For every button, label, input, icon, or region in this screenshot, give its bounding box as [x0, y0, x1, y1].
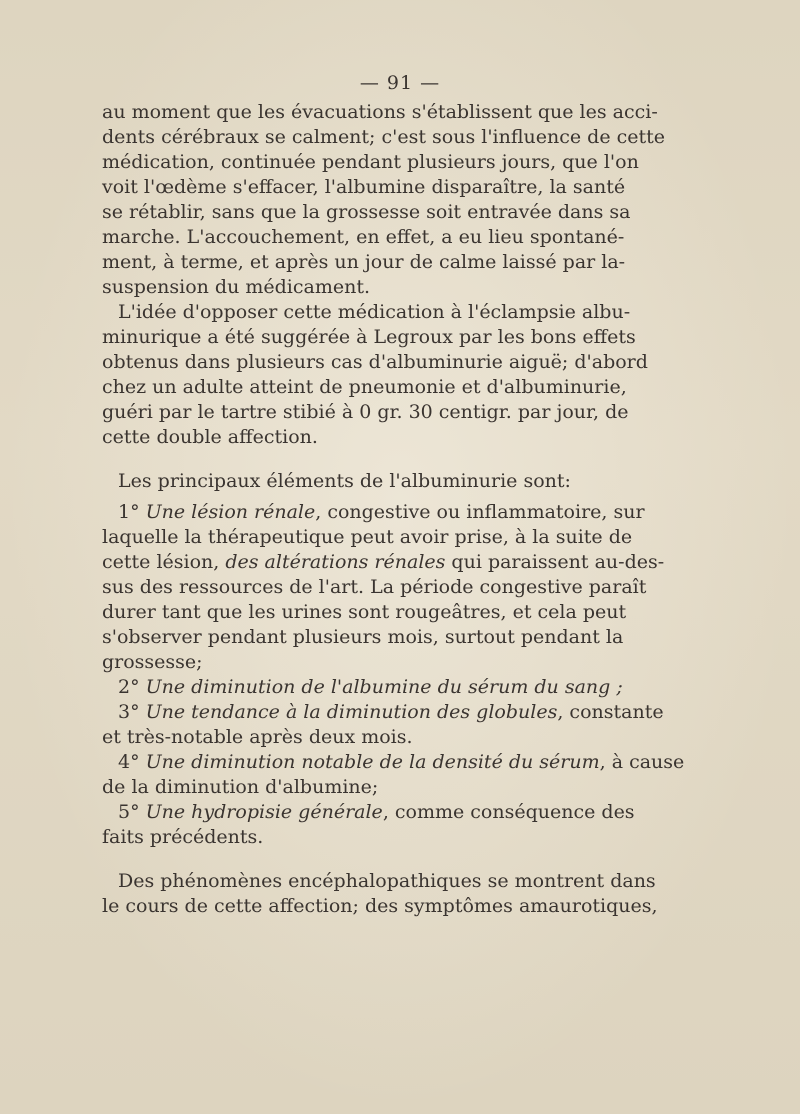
- text-line: cette double affection.: [102, 426, 318, 448]
- item-italic: Une lésion rénale: [145, 501, 316, 523]
- text-line: suspension du médicament.: [102, 276, 371, 298]
- text-line: sus des ressources de l'art. La période congestive paraît: [102, 576, 647, 598]
- item-number: 5°: [118, 801, 140, 823]
- item-rest: , à cause: [599, 751, 685, 773]
- text-line: laquelle la thérapeutique peut avoir prise, à la suite de: [102, 526, 633, 548]
- text-line: ment, à terme, et après un jour de calme laissé par la-: [102, 251, 626, 273]
- text-line: de la diminution d'albumine;: [102, 776, 379, 798]
- item-italic: Une hydropisie générale: [145, 801, 383, 823]
- list-item-2: [102, 675, 623, 700]
- list-item-3: [102, 700, 664, 725]
- item-number: 3°: [118, 701, 140, 723]
- body-text: [102, 100, 685, 919]
- text-line: [102, 550, 665, 575]
- section-intro: Les principaux éléments de l'albuminurie sont:: [118, 470, 571, 492]
- item-number: 2°: [118, 676, 140, 698]
- list-item-1: [102, 500, 645, 525]
- text-line: le cours de cette affection; des symptômes amaurotiques,: [102, 895, 658, 917]
- text-line: minurique a été suggérée à Legroux par les bons effets: [102, 326, 636, 348]
- item-italic: Une diminution de l'albumine du sérum du sang ;: [145, 676, 623, 698]
- text-line: et très-notable après deux mois.: [102, 726, 413, 748]
- list-item-4: [102, 750, 685, 775]
- item-number: 4°: [118, 751, 140, 773]
- text-line: durer tant que les urines sont rougeâtres, et cela peut: [102, 601, 627, 623]
- list-item-5: [102, 800, 635, 825]
- text-line: médication, continuée pendant plusieurs jours, que l'on: [102, 151, 639, 173]
- text-line: marche. L'accouchement, en effet, a eu lieu spontané-: [102, 226, 625, 248]
- text-line: faits précédents.: [102, 826, 264, 848]
- text-line: L'idée d'opposer cette médication à l'éclampsie albu-: [118, 301, 631, 323]
- text-line: chez un adulte atteint de pneumonie et d'albuminurie,: [102, 376, 627, 398]
- text-line: au moment que les évacuations s'établissent que les acci-: [102, 101, 658, 123]
- item-rest: , congestive ou inflammatoire, sur: [315, 501, 645, 523]
- item-italic: Une tendance à la diminution des globules: [145, 701, 558, 723]
- text-line: Des phénomènes encéphalopathiques se montrent dans: [118, 870, 656, 892]
- text-fragment-italic: des altérations rénales: [225, 551, 446, 573]
- item-number: 1°: [118, 501, 140, 523]
- text-line: s'observer pendant plusieurs mois, surtout pendant la: [102, 626, 624, 648]
- text-line: voit l'œdème s'effacer, l'albumine disparaître, la santé: [102, 176, 626, 198]
- text-line: dents cérébraux se calment; c'est sous l'influence de cette: [102, 126, 666, 148]
- text-line: obtenus dans plusieurs cas d'albuminurie aiguë; d'abord: [102, 351, 648, 373]
- text-line: se rétablir, sans que la grossesse soit entravée dans sa: [102, 201, 631, 223]
- text-fragment: qui paraissent au-des-: [445, 551, 665, 573]
- text-line: grossesse;: [102, 651, 203, 673]
- text-fragment: cette lésion,: [102, 551, 220, 573]
- item-rest: , comme conséquence des: [382, 801, 635, 823]
- item-rest: , constante: [557, 701, 664, 723]
- page-number: — 91 —: [359, 72, 441, 94]
- text-line: guéri par le tartre stibié à 0 gr. 30 centigr. par jour, de: [102, 401, 629, 423]
- item-italic: Une diminution notable de la densité du sérum: [145, 751, 600, 773]
